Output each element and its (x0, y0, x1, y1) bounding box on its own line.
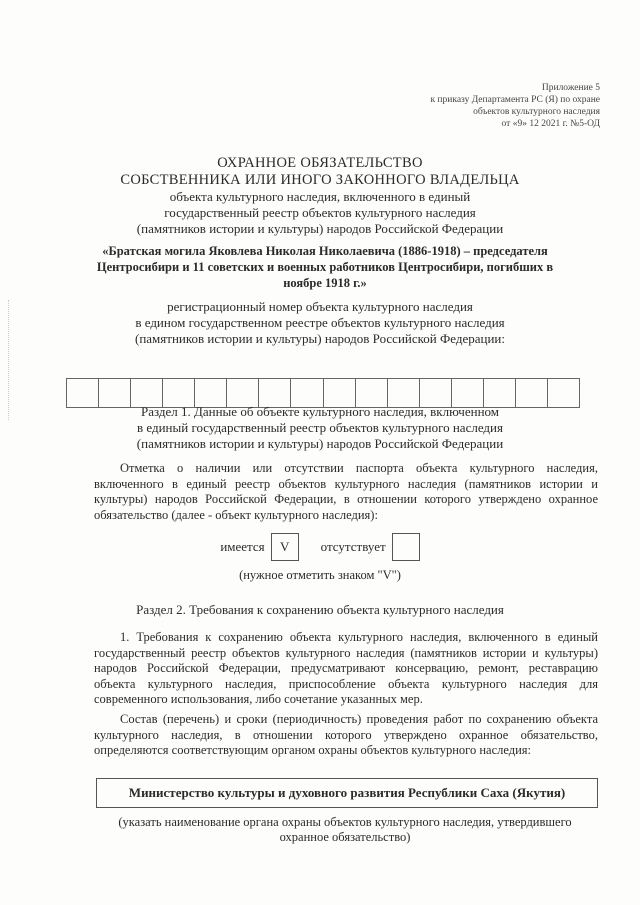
registration-number-cell[interactable] (227, 379, 259, 407)
registration-number-cell[interactable] (163, 379, 195, 407)
section-2-heading: Раздел 2. Требования к сохранению объекта культурного наследия (136, 602, 504, 617)
registration-number-cell[interactable] (548, 379, 579, 407)
heritage-object-name (90, 243, 560, 291)
document-title (80, 155, 560, 237)
composition-paragraph: Состав (перечень) и сроки (периодичность) проведения работ по сохранению объекта культурного наследия, в отношении которого утверждено охранное обязательство, определяются соответствующим органом охраны объектов культурного наследия: (94, 712, 598, 757)
section-heading-line: в единый государственный реестр объектов культурного наследия (137, 420, 503, 435)
registration-number-cell[interactable] (388, 379, 420, 407)
subtitle-line: (памятников истории и культуры) народов Российской Федерации (136, 221, 504, 236)
registration-number-cell[interactable] (324, 379, 356, 407)
requirements-paragraph: 1. Требования к сохранению объекта культурного наследия, включенного в единый государственный реестр объектов культурного наследия (памятников истории и культуры) народов Российской Федерации, предусматривают консервацию, ремонт, реставрацию объекта культурного наследия, приспособление объекта культурного наследия для современного использования, либо сочетание указанных мер. (94, 630, 598, 706)
caption-line: регистрационный номер объекта культурного наследия (167, 299, 473, 314)
subtitle-line: государственный реестр объектов культурного наследия (164, 205, 476, 220)
registration-number-cell[interactable] (99, 379, 131, 407)
passport-mark-paragraph: Отметка о наличии или отсутствии паспорта объекта культурного наследия, включенного в единый реестр объектов культурного наследия (памятников истории и культуры) народов Российской Федерации, в отношении которого утверждено охранное обязательство (далее - объект культурного наследия): (94, 461, 598, 522)
check-instruction-note: (нужное отметить знаком "V") (239, 568, 401, 582)
registration-number-cell[interactable] (516, 379, 548, 407)
caption-line: (памятников истории и культуры) народов Российской Федерации: (135, 331, 505, 346)
appendix-line: к приказу Департамента РС (Я) по охране (430, 95, 600, 105)
present-checkbox[interactable]: V (271, 533, 299, 561)
object-name-line: «Братская могила Яковлева Николая Николаевича (1886-1918) – председателя (102, 244, 548, 258)
passport-check-row (0, 533, 640, 561)
absent-checkbox[interactable] (392, 533, 420, 561)
scan-margin-mark (8, 300, 15, 420)
title-line: ОХРАННОЕ ОБЯЗАТЕЛЬСТВО (217, 155, 423, 171)
registration-number-cell[interactable] (291, 379, 323, 407)
registration-number-cell[interactable] (67, 379, 99, 407)
appendix-date-line: от «9» 12 2021 г. №5-ОД (501, 119, 600, 129)
section-1-heading (100, 404, 540, 452)
caption-line: в едином государственном реестре объектов культурного наследия (135, 315, 505, 330)
appendix-line: объектов культурного наследия (473, 107, 600, 117)
object-name-line: ноябре 1918 г.» (283, 276, 367, 290)
registration-number-cell[interactable] (452, 379, 484, 407)
section-heading-line: (памятников истории и культуры) народов Российской Федерации (136, 436, 504, 451)
registration-number-cell[interactable] (195, 379, 227, 407)
registration-number-cell[interactable] (484, 379, 516, 407)
present-label: имеется (220, 539, 265, 554)
registration-number-cell[interactable] (356, 379, 388, 407)
title-line: СОБСТВЕННИКА ИЛИ ИНОГО ЗАКОННОГО ВЛАДЕЛЬЦА (120, 172, 520, 188)
object-name-line: Центросибири и 11 советских и военных работников Центросибири, погибших в (96, 260, 554, 274)
authority-field-note: (указать наименование органа охраны объектов культурного наследия, утвердившего охранное обязательство) (118, 815, 572, 844)
registration-number-cell[interactable] (420, 379, 452, 407)
authority-name-field[interactable]: Министерство культуры и духовного развития Республики Саха (Якутия) (96, 778, 598, 808)
registration-number-cell[interactable] (259, 379, 291, 407)
registration-number-cell[interactable] (131, 379, 163, 407)
section-heading-line: Раздел 1. Данные об объекте культурного наследия, включенном (140, 404, 500, 419)
subtitle-line: объекта культурного наследия, включенного в единый (169, 189, 471, 204)
appendix-line: Приложение 5 (541, 83, 600, 93)
registration-number-caption (110, 299, 530, 347)
absent-label: отсутствует (320, 539, 386, 554)
appendix-header (360, 82, 600, 130)
